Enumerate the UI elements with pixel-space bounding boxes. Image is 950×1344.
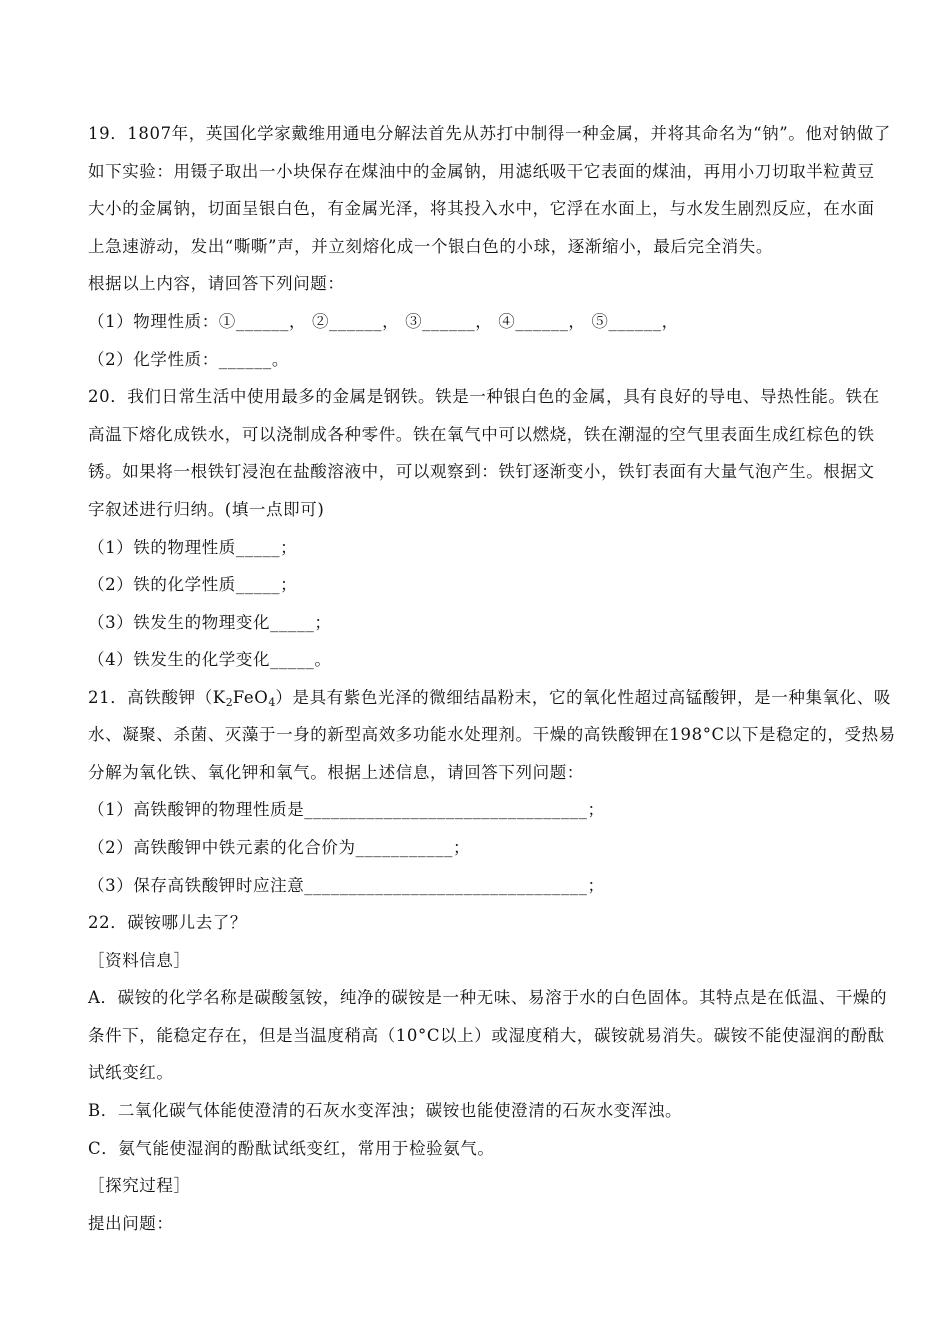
q21-line-1-a: 21．高铁酸钾（K [88, 688, 226, 707]
q20-part-4: （4）铁发生的化学变化_____。 [88, 650, 332, 669]
q19-line-1: 19．1807年，英国化学家戴维用通电分解法首先从苏打中制得一种金属，并将其命名为“钠”。他对钠做了 [88, 124, 891, 143]
q20-part-3: （3）铁发生的物理变化_____； [88, 613, 332, 632]
q20-part-2: （2）铁的化学性质_____； [88, 575, 298, 594]
q21-part-3: （3）保存高铁酸钾时应注意________________________________； [88, 876, 605, 895]
q22-info-a-line-2: 条件下，能稳定存在，但是当温度稍高（10°C以上）或湿度稍大，碳铵就易消失。碳铵不能使湿润的酚酞 [88, 1026, 885, 1045]
q20-line-1: 20．我们日常生活中使用最多的金属是钢铁。铁是一种银白色的金属，具有良好的导电、导热性能。铁在 [88, 387, 880, 406]
q20-line-4: 字叙述进行归纳。(填一点即可) [88, 500, 325, 519]
q22-info-a-line-3: 试纸变红。 [88, 1063, 174, 1082]
q21-part-2: （2）高铁酸钾中铁元素的化合价为___________； [88, 838, 471, 857]
q21-line-1 [88, 686, 891, 715]
q21-line-3: 分解为氧化铁、氧化钾和氧气。根据上述信息，请回答下列问题： [88, 763, 584, 782]
q21-part-1: （1）高铁酸钾的物理性质是________________________________； [88, 800, 605, 819]
q19-part-1: （1）物理性质：①______， ②______， ③______， ④______， ⑤______， [88, 312, 679, 331]
q20-line-2: 高温下熔化成铁水，可以浇制成各种零件。铁在氧气中可以燃烧，铁在潮湿的空气里表面生成红棕色的铁 [88, 425, 875, 444]
q19-part-2: （2）化学性质：______。 [88, 350, 289, 369]
q20-line-3: 锈。如果将一根铁钉浸泡在盐酸溶液中，可以观察到：铁钉逐渐变小，铁钉表面有大量气泡产生。根据文 [88, 462, 875, 481]
q20-part-1: （1）铁的物理性质_____； [88, 538, 298, 557]
q22-process-heading: ［探究过程］ [88, 1176, 191, 1195]
q22-title: 22．碳铵哪儿去了？ [88, 913, 247, 932]
q22-ask-question: 提出问题： [88, 1214, 174, 1233]
q19-line-2: 如下实验：用镊子取出一小块保存在煤油中的金属钠，用滤纸吸干它表面的煤油，再用小刀切取半粒黄豆 [88, 162, 875, 181]
q22-info-heading: ［资料信息］ [88, 951, 191, 970]
q19-line-4: 上急速游动，发出“嘶嘶”声，并立刻熔化成一个银白色的小球，逐渐缩小，最后完全消失。 [88, 237, 773, 256]
q21-line-1-b: FeO [232, 688, 269, 707]
q19-line-5: 根据以上内容，请回答下列问题： [88, 274, 345, 293]
q21-line-2: 水、凝聚、杀菌、灭藻于一身的新型高效多功能水处理剂。干燥的高铁酸钾在198°C以下是稳定的，受热易 [88, 725, 896, 744]
q22-info-c: C．氨气能使湿润的酚酞试纸变红，常用于检验氨气。 [88, 1139, 495, 1158]
q22-info-a-line-1: A．碳铵的化学名称是碳酸氢铵，纯净的碳铵是一种无味、易溶于水的白色固体。其特点是在低温、干燥的 [88, 988, 888, 1007]
q21-subscript-2: 2 [225, 696, 233, 709]
q21-line-1-c: ）是具有紫色光泽的微细结晶粉末，它的氧化性超过高锰酸钾，是一种集氧化、吸 [275, 688, 891, 707]
q22-info-b: B．二氧化碳气体能使澄清的石灰水变浑浊；碳铵也能使澄清的石灰水变浑浊。 [88, 1101, 683, 1120]
q19-line-3: 大小的金属钠，切面呈银白色，有金属光泽，将其投入水中，它浮在水面上，与水发生剧烈反应，在水面 [88, 199, 875, 218]
q21-subscript-4: 4 [268, 696, 276, 709]
